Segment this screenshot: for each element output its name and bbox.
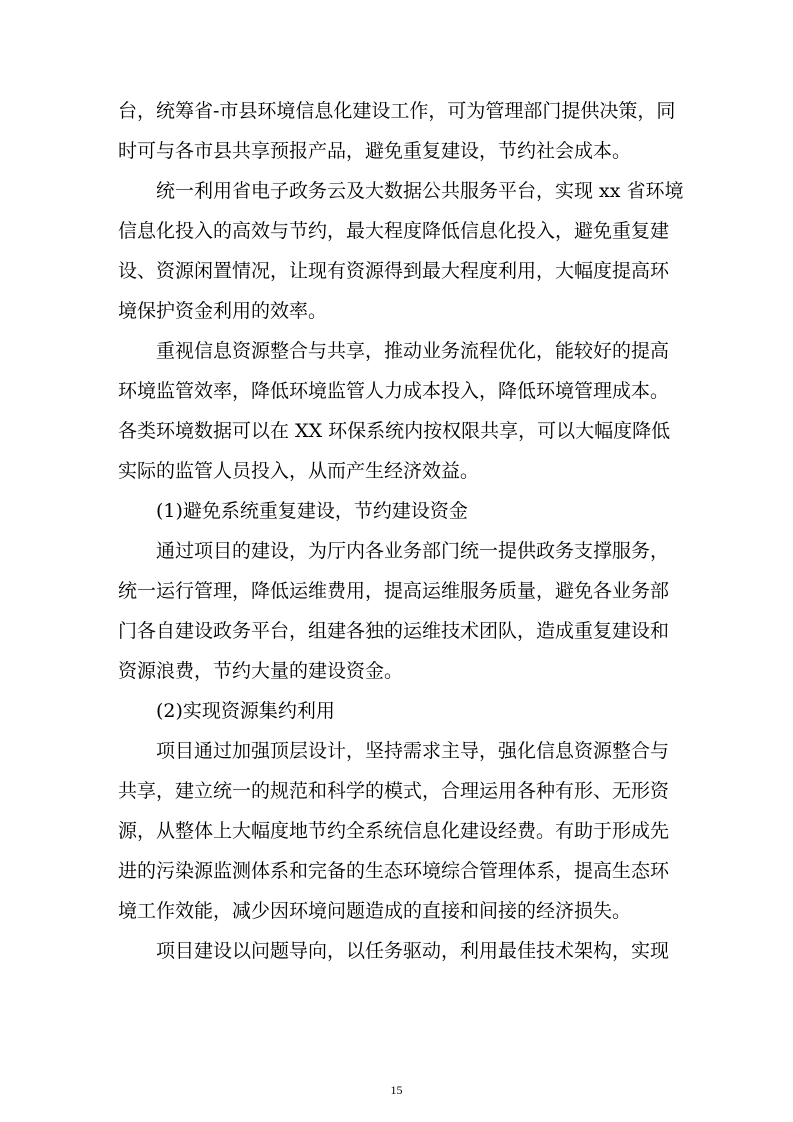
text-line: 境工作效能，减少因环境问题造成的直接和间接的经济损失。 <box>118 900 632 922</box>
page-number: 15 <box>390 1083 403 1097</box>
text-line: 信息化投入的高效与节约，最大程度降低信息化投入，避免重复建 <box>118 220 670 242</box>
paragraph-start: 通过项目的建设，为厅内各业务部门统一提供政务支撑服务， <box>156 540 670 562</box>
text-line: 源，从整体上大幅度地节约全系统信息化建设经费。有助于形成先 <box>118 820 670 842</box>
text-line: 时可与各市县共享预报产品，避免重复建设，节约社会成本。 <box>118 140 632 162</box>
text-line: 资源浪费，节约大量的建设资金。 <box>118 660 404 682</box>
document-body <box>118 91 684 971</box>
text-line: 环境监管效率，降低环境监管人力成本投入，降低环境管理成本。 <box>118 380 670 402</box>
text-line: 门各自建设政务平台，组建各独的运维技术团队，造成重复建设和 <box>118 620 670 642</box>
text-line: 共享，建立统一的规范和科学的模式，合理运用各种有形、无形资 <box>118 780 670 802</box>
section-heading: (2)实现资源集约利用 <box>156 700 335 722</box>
section-heading: (1)避免系统重复建设，节约建设资金 <box>156 500 468 522</box>
text-line: 境保护资金利用的效率。 <box>118 300 328 322</box>
text-line: 设、资源闲置情况，让现有资源得到最大程度利用，大幅度提高环 <box>118 260 670 282</box>
paragraph-start: 重视信息资源整合与共享，推动业务流程优化，能较好的提高 <box>156 340 670 362</box>
text-line: 各类环境数据可以在 XX 环保系统内按权限共享，可以大幅度降低 <box>118 420 671 442</box>
text-line: 统一运行管理，降低运维费用，提高运维服务质量，避免各业务部 <box>118 580 670 602</box>
paragraph-start: 统一利用省电子政务云及大数据公共服务平台，实现 xx 省环境 <box>156 180 684 202</box>
text-line: 台，统筹省-市县环境信息化建设工作，可为管理部门提供决策，同 <box>118 100 676 122</box>
text-line: 实际的监管人员投入，从而产生经济效益。 <box>118 460 480 482</box>
paragraph-start: 项目通过加强顶层设计，坚持需求主导，强化信息资源整合与 <box>156 740 670 762</box>
paragraph-start: 项目建设以问题导向，以任务驱动，利用最佳技术架构，实现 <box>156 940 670 962</box>
text-line: 进的污染源监测体系和完备的生态环境综合管理体系，提高生态环 <box>118 860 670 882</box>
